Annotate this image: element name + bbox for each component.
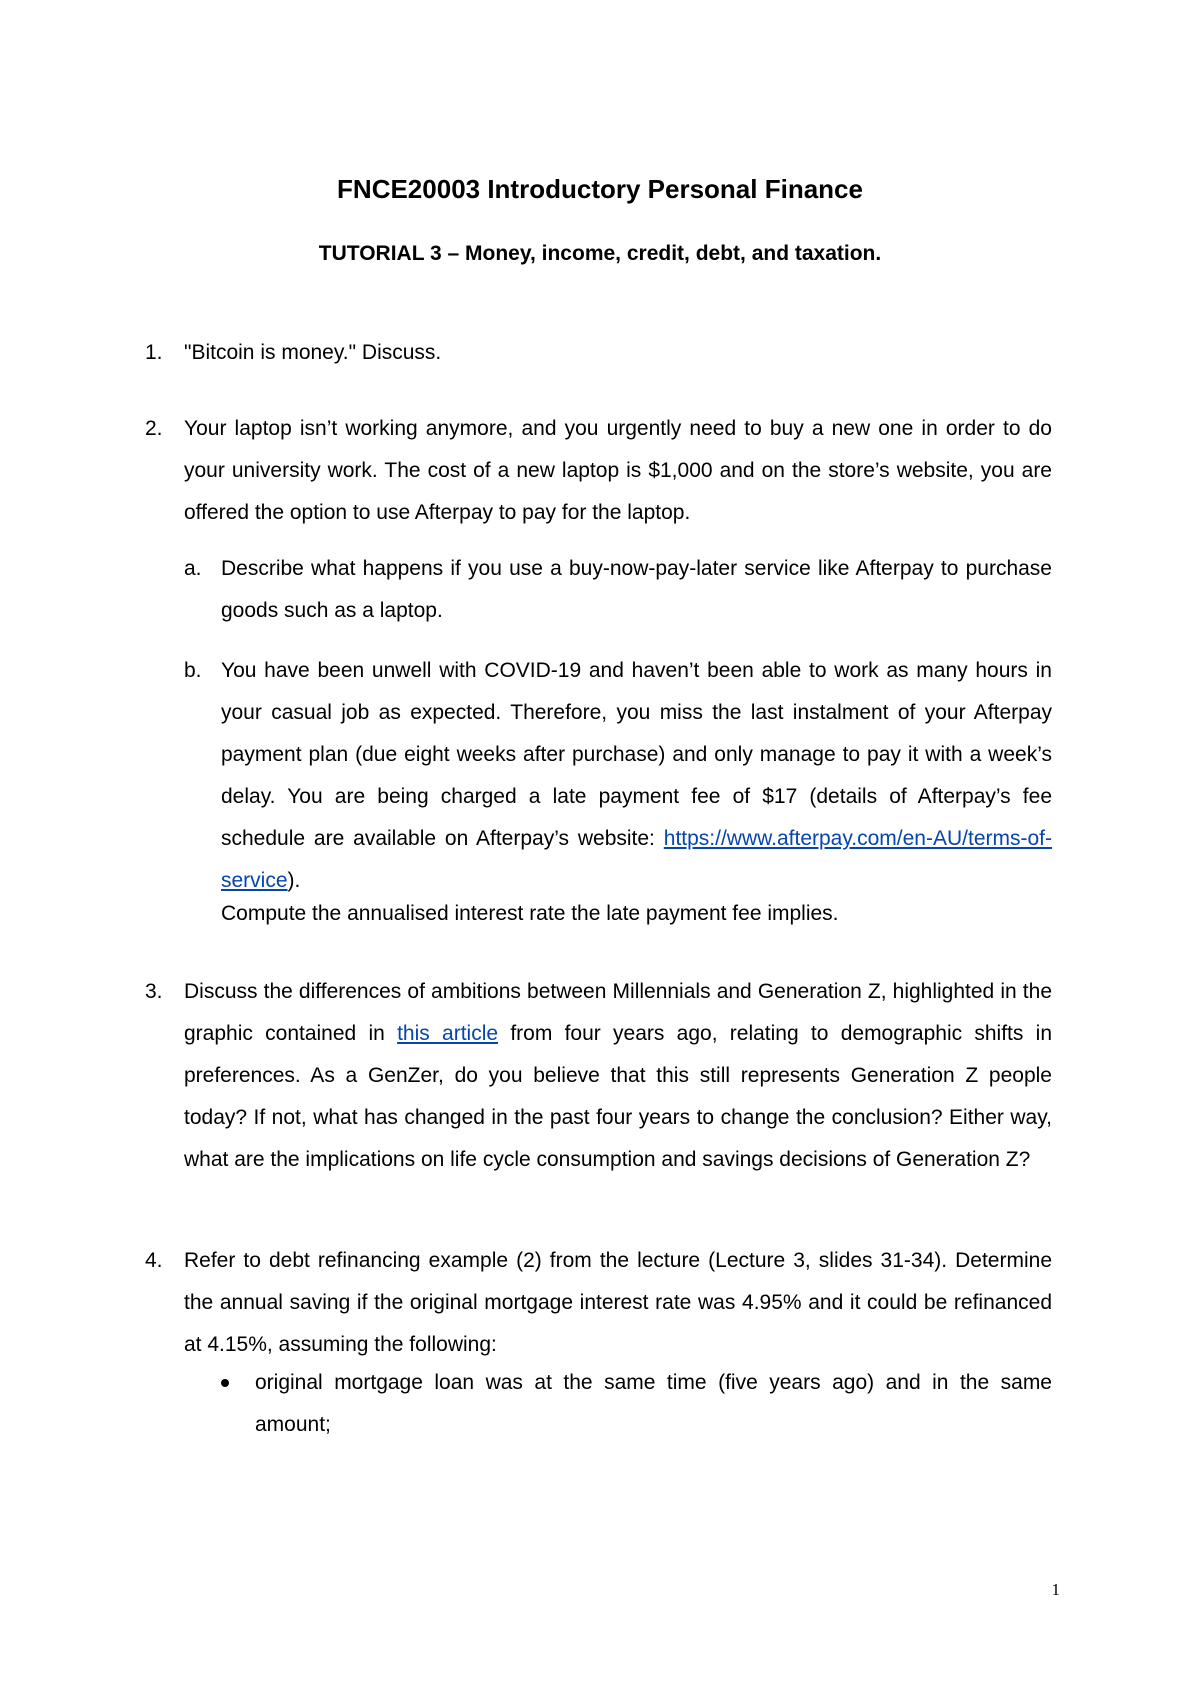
question-3-text-after: from four years ago, relating to demographic shifts in preferences. As a GenZer, do you believe that this still represents Generation Z people today? If not, what has changed in the past four years to change the conclusion? Either way, what are the implications on life cycle consumption and savings decisions of Generation Z? [184,1022,1052,1171]
question-2a-text: Describe what happens if you use a buy-now-pay-later service like Afterpay to purchase goods such as a laptop. [221,557,1052,622]
this-article-link[interactable]: this article [397,1022,499,1045]
page-number: 1 [1051,1580,1060,1599]
question-2b-text-after: ). [287,869,301,892]
question-1-text: "Bitcoin is money." Discuss. [184,341,442,364]
sub-question-label: b. [184,659,202,682]
question-number: 3. [145,980,163,1003]
question-4-bullet: original mortgage loan was at the same time (five years ago) and in the same amount; [255,1371,1052,1436]
question-2b-text [221,650,1052,902]
question-4-text: Refer to debt refinancing example (2) from the lecture (Lecture 3, slides 31-34). Determine the annual saving if the original mortgage interest rate was 4.95% and it could be refinanced at 4.15%, assuming the following: [184,1249,1052,1356]
question-number: 4. [145,1249,163,1272]
question-2-text: Your laptop isn’t working anymore, and you urgently need to buy a new one in order to do your university work. The cost of a new laptop is $1,000 and on the store’s website, you are offered the option to use Afterpay to pay for the laptop. [184,417,1052,524]
sub-question-label: a. [184,557,202,580]
question-number: 1. [145,341,163,364]
question-3-text-before: Discuss the differences of ambitions between Millennials and Generation Z, highlighted in the graphic contained in [184,980,1052,1045]
question-2b-text-before: You have been unwell with COVID-19 and haven’t been able to work as many hours in your casual job as expected. Therefore, you miss the last instalment of your Afterpay payment plan (due eight weeks after purchase) and only manage to pay it with a week’s delay. You are being charged a late payment fee of $17 (details of Afterpay’s fee schedule are available on Afterpay’s website: [221,659,1052,850]
bullet-icon [221,1379,229,1387]
question-2b-followup: Compute the annualised interest rate the late payment fee implies. [221,902,839,925]
tutorial-subtitle: TUTORIAL 3 – Money, income, credit, debt, and taxation. [318,242,882,265]
afterpay-terms-link[interactable]: https://www.afterpay.com/en-AU/terms-of-service [221,827,1052,892]
question-number: 2. [145,417,163,440]
question-3-text [184,971,1052,1181]
document-title: FNCE20003 Introductory Personal Finance [337,174,863,204]
